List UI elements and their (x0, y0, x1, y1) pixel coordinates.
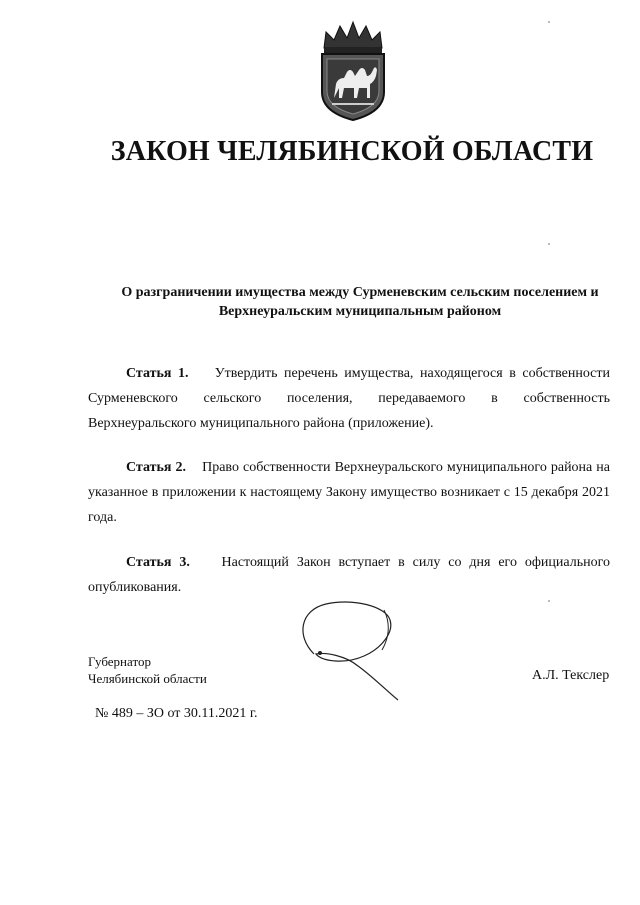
law-subtitle (90, 283, 630, 321)
law-subtitle-line-1: О разграничении имущества между Сурменевским сельским поселением и (121, 285, 599, 300)
article-2-text: Право собственности Верхнеуральского муниципального района на указанное в приложении к настоящему Закону имущество возникает с 15 декабря 2021 года. (88, 460, 610, 525)
article-2 (88, 455, 610, 530)
article-1 (88, 361, 610, 436)
law-title: ЗАКОН ЧЕЛЯБИНСКОЙ ОБЛАСТИ (110, 136, 594, 167)
article-1-text: Утвердить перечень имущества, находящегося в собственности Сурменевского сельского поселения, передаваемого в собственность Верхнеуральского муниципального района (приложение). (88, 366, 610, 431)
governor-position-line-1: Губернатор (88, 654, 151, 669)
coat-of-arms-emblem (314, 18, 392, 122)
article-3 (88, 550, 610, 600)
handwritten-signature (286, 596, 406, 704)
article-1-label: Статья 1. (126, 366, 189, 381)
scan-speck (548, 21, 550, 23)
governor-position (88, 653, 207, 687)
governor-name: А.Л. Текслер (532, 668, 610, 683)
law-subtitle-line-2: Верхнеуральским муниципальным районом (218, 304, 502, 319)
article-3-label: Статья 3. (126, 555, 190, 570)
scan-speck (548, 243, 550, 245)
law-number-and-date: № 489 – ЗО от 30.11.2021 г. (95, 706, 258, 721)
article-3-text: Настоящий Закон вступает в силу со дня его официального опубликования. (88, 555, 610, 595)
scan-speck (548, 600, 550, 602)
governor-position-line-2: Челябинской области (88, 671, 207, 686)
article-2-label: Статья 2. (126, 460, 186, 475)
